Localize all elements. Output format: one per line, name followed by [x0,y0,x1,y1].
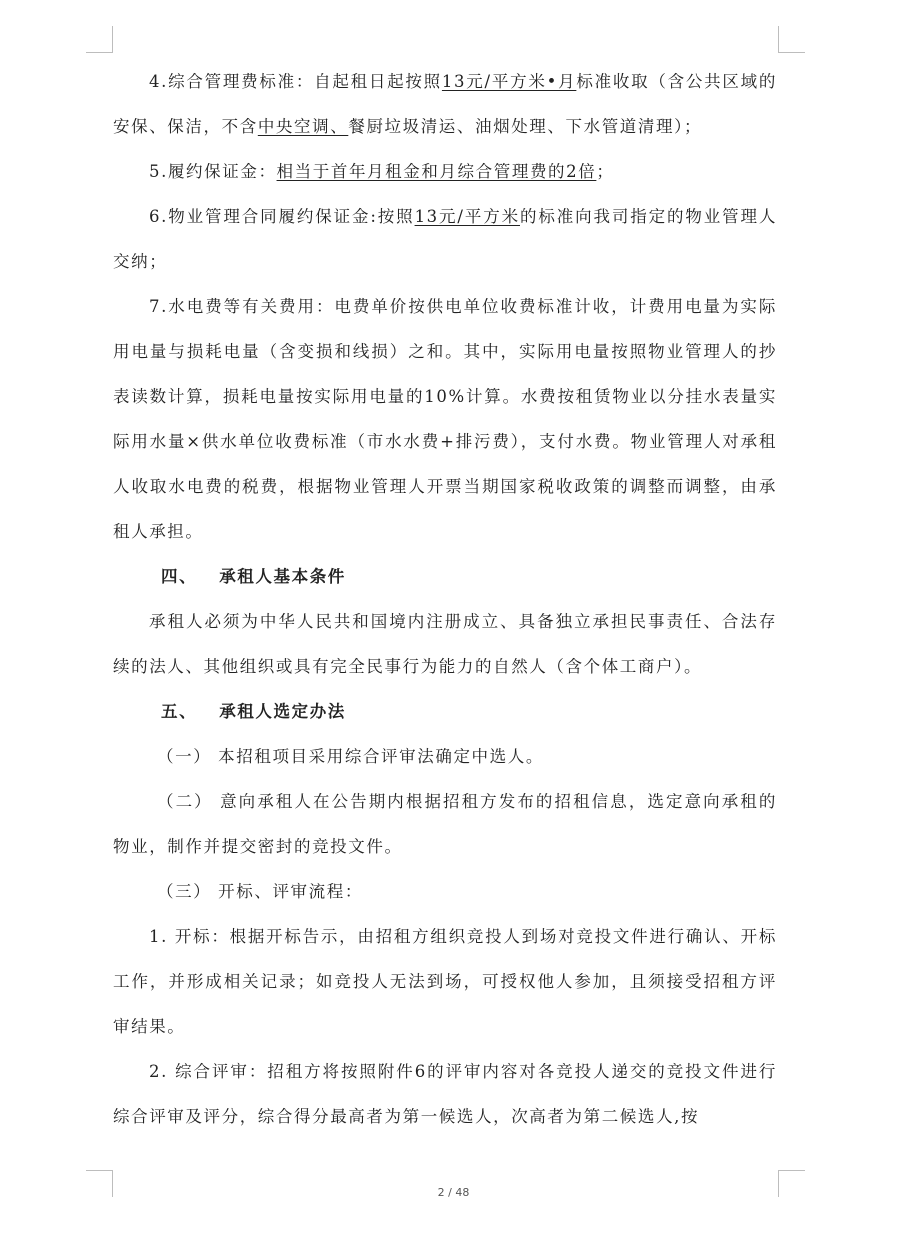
page-number: 2 / 48 [437,1186,470,1199]
list-item: （三） 开标、评审流程： [157,882,363,901]
list-item: （二） 意向承租人在公告期内根据招租方发布的招租信息，选定意向承租的物业，制作并提交密封的竞投文件。 [113,792,777,856]
underlined-property-rate: 13元/平方米 [414,207,520,226]
step-item: 2. 综合评审：招租方将按照附件6的评审内容对各竞投人递交的竞投文件进行综合评审及评分，综合得分最高者为第一候选人，次高者为第二候选人,按 [113,1062,777,1126]
step-item: 1. 开标：根据开标告示，由招租方组织竞投人到场对竞投文件进行确认、开标工作，并形成相关记录；如竞投人无法到场，可授权他人参加，且须接受招租方评审结果。 [113,927,777,1036]
paragraph-lessee-conditions: 承租人必须为中华人民共和国境内注册成立、具备独立承担民事责任、合法存续的法人、其他组织或具有完全民事行为能力的自然人（含个体工商户）。 [113,612,777,676]
section-title: 承租人选定办法 [219,702,346,721]
crop-mark-top-left [86,26,113,53]
underlined-deposit-amount: 相当于首年月租金和月综合管理费的2倍 [276,162,597,181]
underlined-fee-rate: 13元/平方米•月 [441,72,577,91]
text-run: 6.物业管理合同履约保证金:按照 [149,207,415,226]
text-run: 标准收取（含公共区域的安保、保洁，不含 [113,72,778,136]
paragraph-property-deposit [113,194,777,284]
section-number: 五、 [161,702,198,721]
text-run: 的标准向我司指定的物业管理人交纳； [113,207,777,271]
text-run: 4.综合管理费标准：自起租日起按照 [149,72,442,91]
underlined-exclusion: 中央空调、 [257,117,349,136]
section-heading-5 [113,689,777,734]
paragraph-management-fee [113,59,777,149]
list-item: （一） 本招租项目采用综合评审法确定中选人。 [157,747,544,766]
paragraph-deposit [113,149,777,194]
text-run: 5.履约保证金： [149,162,277,181]
document-body [113,59,777,1139]
section-title: 承租人基本条件 [219,567,346,586]
section-number: 四、 [161,567,198,586]
text-run: ； [596,162,615,181]
crop-mark-top-right [778,26,805,53]
section-heading-4 [113,554,777,599]
paragraph-utilities: 7.水电费等有关费用：电费单价按供电单位收费标准计收，计费用电量为实际用电量与损耗电量（含变损和线损）之和。其中，实际用电量按照物业管理人的抄表读数计算，损耗电量按实际用电量的10%计算。水费按租赁物业以分挂水表量实际用水量×供水单位收费标准（市水水费+排污费），支付水费。物业管理人对承租人收取水电费的税费，根据物业管理人开票当期国家税收政策的调整而调整，由承租人承担。 [113,297,777,541]
text-run: 餐厨垃圾清运、油烟处理、下水管道清理）； [348,117,703,136]
